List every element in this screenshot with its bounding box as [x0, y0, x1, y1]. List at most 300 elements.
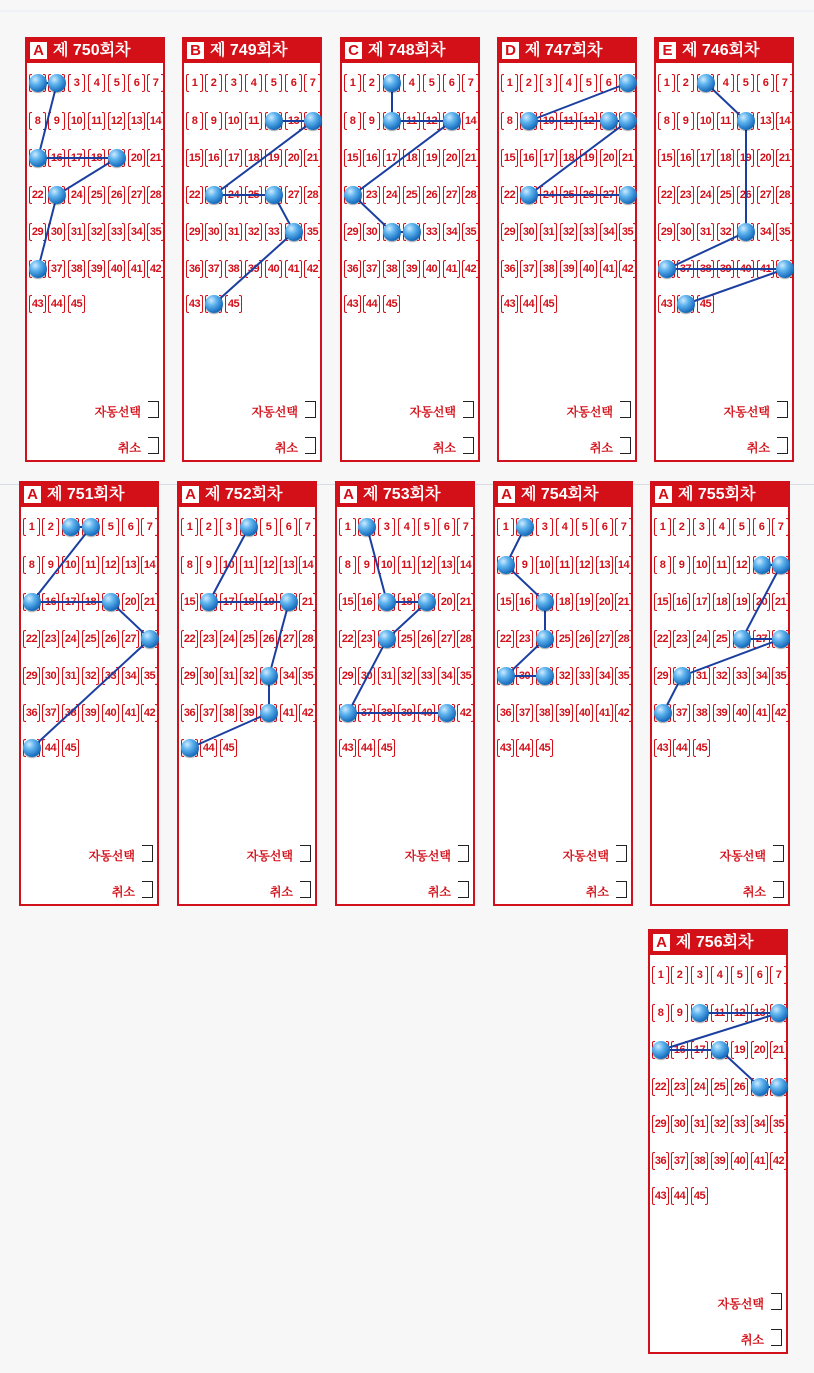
number-cell[interactable]: 28	[305, 183, 320, 207]
number-cell[interactable]: 4	[557, 515, 572, 539]
number-cell[interactable]: 41	[129, 257, 144, 281]
number-cell[interactable]: 13	[439, 553, 454, 577]
number-cell[interactable]: 45	[541, 292, 556, 316]
number-cell[interactable]: 4	[561, 71, 576, 95]
number-cell[interactable]: 43	[502, 292, 517, 316]
number-cell[interactable]: 39	[89, 257, 104, 281]
auto-select-checkbox[interactable]	[777, 401, 788, 418]
number-cell[interactable]: 21	[620, 146, 635, 170]
number-cell[interactable]: 21	[300, 590, 315, 614]
number-cell[interactable]: 29	[340, 664, 355, 688]
number-cell[interactable]: 21	[142, 590, 157, 614]
number-cell[interactable]: 19	[738, 146, 753, 170]
number-cell[interactable]: 3	[537, 515, 552, 539]
number-cell[interactable]: 31	[379, 664, 394, 688]
number-cell[interactable]: 19	[424, 146, 439, 170]
number-cell[interactable]: 27	[129, 183, 144, 207]
number-cell[interactable]: 22	[502, 183, 517, 207]
number-cell[interactable]: 37	[674, 701, 689, 725]
number-cell[interactable]: 27	[597, 627, 612, 651]
number-cell[interactable]: 10	[537, 553, 552, 577]
number-cell[interactable]: 30	[206, 220, 221, 244]
number-cell[interactable]: 30	[49, 220, 64, 244]
number-cell[interactable]: 1	[24, 515, 39, 539]
number-cell[interactable]: 4	[718, 71, 733, 95]
number-cell[interactable]: 24	[692, 1075, 707, 1099]
number-cell[interactable]: 7	[458, 515, 473, 539]
auto-select-checkbox[interactable]	[773, 845, 784, 862]
number-cell[interactable]: 39	[561, 257, 576, 281]
number-cell[interactable]: 29	[502, 220, 517, 244]
number-cell[interactable]: 35	[458, 664, 473, 688]
number-cell[interactable]: 23	[364, 183, 379, 207]
cancel-checkbox[interactable]	[142, 881, 153, 898]
number-cell[interactable]: 38	[69, 257, 84, 281]
number-cell[interactable]: 24	[384, 183, 399, 207]
number-cell[interactable]: 41	[444, 257, 459, 281]
number-cell[interactable]: 18	[246, 146, 261, 170]
number-cell[interactable]: 44	[364, 292, 379, 316]
number-cell[interactable]: 3	[541, 71, 556, 95]
number-cell[interactable]: 5	[577, 515, 592, 539]
number-cell[interactable]: 19	[577, 590, 592, 614]
cancel-checkbox[interactable]	[777, 437, 788, 454]
cancel-checkbox[interactable]	[616, 881, 627, 898]
number-cell[interactable]: 12	[103, 553, 118, 577]
number-cell[interactable]: 22	[187, 183, 202, 207]
number-cell[interactable]: 40	[109, 257, 124, 281]
number-cell[interactable]: 17	[226, 146, 241, 170]
number-cell[interactable]: 31	[694, 664, 709, 688]
number-cell[interactable]: 7	[463, 71, 478, 95]
number-cell[interactable]: 17	[692, 1038, 707, 1062]
number-cell[interactable]: 42	[463, 257, 478, 281]
number-cell[interactable]: 42	[771, 1149, 786, 1173]
number-cell[interactable]: 7	[300, 515, 315, 539]
number-cell[interactable]: 30	[521, 220, 536, 244]
number-cell[interactable]: 8	[502, 109, 517, 133]
number-cell[interactable]: 20	[758, 146, 773, 170]
number-cell[interactable]: 22	[498, 627, 513, 651]
number-cell[interactable]: 35	[300, 664, 315, 688]
number-cell[interactable]: 27	[123, 627, 138, 651]
number-cell[interactable]: 30	[678, 220, 693, 244]
number-cell[interactable]: 41	[597, 701, 612, 725]
number-cell[interactable]: 35	[142, 664, 157, 688]
cancel-checkbox[interactable]	[771, 1329, 782, 1346]
number-cell[interactable]: 13	[752, 1001, 767, 1025]
number-cell[interactable]: 24	[69, 183, 84, 207]
number-cell[interactable]: 43	[340, 736, 355, 760]
number-cell[interactable]: 25	[404, 183, 419, 207]
number-cell[interactable]: 2	[43, 515, 58, 539]
number-cell[interactable]: 37	[678, 257, 693, 281]
number-cell[interactable]: 4	[714, 515, 729, 539]
number-cell[interactable]: 24	[694, 627, 709, 651]
number-cell[interactable]: 16	[672, 1038, 687, 1062]
number-cell[interactable]: 44	[43, 736, 58, 760]
number-cell[interactable]: 45	[694, 736, 709, 760]
number-cell[interactable]: 42	[148, 257, 163, 281]
number-cell[interactable]: 16	[49, 146, 64, 170]
number-cell[interactable]: 36	[345, 257, 360, 281]
number-cell[interactable]: 41	[754, 701, 769, 725]
number-cell[interactable]: 21	[616, 590, 631, 614]
number-cell[interactable]: 22	[340, 627, 355, 651]
number-cell[interactable]: 28	[148, 183, 163, 207]
number-cell[interactable]: 45	[384, 292, 399, 316]
number-cell[interactable]: 26	[732, 1075, 747, 1099]
number-cell[interactable]: 30	[43, 664, 58, 688]
number-cell[interactable]: 25	[399, 627, 414, 651]
number-cell[interactable]: 8	[653, 1001, 668, 1025]
number-cell[interactable]: 31	[698, 220, 713, 244]
number-cell[interactable]: 28	[300, 627, 315, 651]
number-cell[interactable]: 16	[206, 146, 221, 170]
number-cell[interactable]: 15	[498, 590, 513, 614]
number-cell[interactable]: 18	[561, 146, 576, 170]
number-cell[interactable]: 25	[89, 183, 104, 207]
number-cell[interactable]: 4	[712, 963, 727, 987]
number-cell[interactable]: 20	[444, 146, 459, 170]
cancel-checkbox[interactable]	[305, 437, 316, 454]
number-cell[interactable]: 32	[399, 664, 414, 688]
number-cell[interactable]: 40	[577, 701, 592, 725]
number-cell[interactable]: 33	[577, 664, 592, 688]
number-cell[interactable]: 39	[712, 1149, 727, 1173]
number-cell[interactable]: 11	[557, 553, 572, 577]
number-cell[interactable]: 38	[379, 701, 394, 725]
number-cell[interactable]: 9	[206, 109, 221, 133]
number-cell[interactable]: 40	[424, 257, 439, 281]
number-cell[interactable]: 23	[672, 1075, 687, 1099]
number-cell[interactable]: 13	[123, 553, 138, 577]
number-cell[interactable]: 1	[340, 515, 355, 539]
number-cell[interactable]: 10	[63, 553, 78, 577]
number-cell[interactable]: 30	[517, 664, 532, 688]
number-cell[interactable]: 20	[286, 146, 301, 170]
number-cell[interactable]: 12	[419, 553, 434, 577]
number-cell[interactable]: 2	[521, 71, 536, 95]
number-cell[interactable]: 32	[718, 220, 733, 244]
number-cell[interactable]: 44	[49, 292, 64, 316]
number-cell[interactable]: 39	[714, 701, 729, 725]
number-cell[interactable]: 13	[129, 109, 144, 133]
number-cell[interactable]: 3	[694, 515, 709, 539]
auto-select-checkbox[interactable]	[148, 401, 159, 418]
number-cell[interactable]: 1	[345, 71, 360, 95]
number-cell[interactable]: 10	[694, 553, 709, 577]
number-cell[interactable]: 11	[89, 109, 104, 133]
number-cell[interactable]: 2	[364, 71, 379, 95]
number-cell[interactable]: 16	[359, 590, 374, 614]
number-cell[interactable]: 1	[182, 515, 197, 539]
number-cell[interactable]: 18	[83, 590, 98, 614]
number-cell[interactable]: 8	[345, 109, 360, 133]
number-cell[interactable]: 13	[597, 553, 612, 577]
number-cell[interactable]: 5	[734, 515, 749, 539]
number-cell[interactable]: 28	[777, 183, 792, 207]
number-cell[interactable]: 24	[698, 183, 713, 207]
number-cell[interactable]: 24	[63, 627, 78, 651]
number-cell[interactable]: 1	[502, 71, 517, 95]
number-cell[interactable]: 20	[123, 590, 138, 614]
number-cell[interactable]: 43	[655, 736, 670, 760]
number-cell[interactable]: 10	[69, 109, 84, 133]
number-cell[interactable]: 22	[659, 183, 674, 207]
number-cell[interactable]: 44	[672, 1184, 687, 1208]
number-cell[interactable]: 29	[24, 664, 39, 688]
number-cell[interactable]: 20	[754, 590, 769, 614]
number-cell[interactable]: 35	[463, 220, 478, 244]
number-cell[interactable]: 37	[364, 257, 379, 281]
number-cell[interactable]: 20	[597, 590, 612, 614]
number-cell[interactable]: 18	[714, 590, 729, 614]
number-cell[interactable]: 27	[286, 183, 301, 207]
number-cell[interactable]: 6	[281, 515, 296, 539]
number-cell[interactable]: 25	[712, 1075, 727, 1099]
number-cell[interactable]: 39	[399, 701, 414, 725]
number-cell[interactable]: 34	[281, 664, 296, 688]
number-cell[interactable]: 44	[517, 736, 532, 760]
number-cell[interactable]: 15	[340, 590, 355, 614]
auto-select-checkbox[interactable]	[458, 845, 469, 862]
number-cell[interactable]: 34	[758, 220, 773, 244]
number-cell[interactable]: 40	[419, 701, 434, 725]
number-cell[interactable]: 42	[616, 701, 631, 725]
number-cell[interactable]: 35	[771, 1112, 786, 1136]
number-cell[interactable]: 44	[674, 736, 689, 760]
number-cell[interactable]: 16	[517, 590, 532, 614]
number-cell[interactable]: 34	[752, 1112, 767, 1136]
number-cell[interactable]: 39	[246, 257, 261, 281]
number-cell[interactable]: 10	[221, 553, 236, 577]
number-cell[interactable]: 11	[83, 553, 98, 577]
number-cell[interactable]: 2	[206, 71, 221, 95]
number-cell[interactable]: 34	[601, 220, 616, 244]
number-cell[interactable]: 5	[266, 71, 281, 95]
number-cell[interactable]: 6	[123, 515, 138, 539]
number-cell[interactable]: 12	[577, 553, 592, 577]
number-cell[interactable]: 45	[692, 1184, 707, 1208]
number-cell[interactable]: 40	[266, 257, 281, 281]
number-cell[interactable]: 11	[241, 553, 256, 577]
number-cell[interactable]: 34	[597, 664, 612, 688]
number-cell[interactable]: 20	[439, 590, 454, 614]
number-cell[interactable]: 5	[738, 71, 753, 95]
number-cell[interactable]: 1	[655, 515, 670, 539]
number-cell[interactable]: 4	[89, 71, 104, 95]
number-cell[interactable]: 11	[718, 109, 733, 133]
number-cell[interactable]: 6	[129, 71, 144, 95]
number-cell[interactable]: 8	[24, 553, 39, 577]
number-cell[interactable]: 30	[364, 220, 379, 244]
number-cell[interactable]: 27	[758, 183, 773, 207]
number-cell[interactable]: 7	[148, 71, 163, 95]
number-cell[interactable]: 28	[458, 627, 473, 651]
number-cell[interactable]: 45	[69, 292, 84, 316]
number-cell[interactable]: 24	[221, 627, 236, 651]
number-cell[interactable]: 45	[221, 736, 236, 760]
number-cell[interactable]: 41	[758, 257, 773, 281]
number-cell[interactable]: 37	[49, 257, 64, 281]
number-cell[interactable]: 25	[718, 183, 733, 207]
number-cell[interactable]: 16	[678, 146, 693, 170]
auto-select-checkbox[interactable]	[300, 845, 311, 862]
number-cell[interactable]: 29	[30, 220, 45, 244]
number-cell[interactable]: 32	[241, 664, 256, 688]
number-cell[interactable]: 26	[738, 183, 753, 207]
number-cell[interactable]: 23	[43, 627, 58, 651]
number-cell[interactable]: 27	[601, 183, 616, 207]
number-cell[interactable]: 7	[777, 71, 792, 95]
number-cell[interactable]: 36	[653, 1149, 668, 1173]
number-cell[interactable]: 12	[424, 109, 439, 133]
number-cell[interactable]: 35	[305, 220, 320, 244]
number-cell[interactable]: 11	[246, 109, 261, 133]
number-cell[interactable]: 45	[226, 292, 241, 316]
number-cell[interactable]: 20	[752, 1038, 767, 1062]
number-cell[interactable]: 26	[419, 627, 434, 651]
number-cell[interactable]: 3	[221, 515, 236, 539]
number-cell[interactable]: 6	[758, 71, 773, 95]
number-cell[interactable]: 27	[444, 183, 459, 207]
number-cell[interactable]: 11	[404, 109, 419, 133]
number-cell[interactable]: 6	[597, 515, 612, 539]
number-cell[interactable]: 33	[734, 664, 749, 688]
number-cell[interactable]: 43	[659, 292, 674, 316]
number-cell[interactable]: 14	[458, 553, 473, 577]
number-cell[interactable]: 6	[444, 71, 459, 95]
number-cell[interactable]: 32	[83, 664, 98, 688]
number-cell[interactable]: 5	[581, 71, 596, 95]
number-cell[interactable]: 11	[714, 553, 729, 577]
number-cell[interactable]: 27	[439, 627, 454, 651]
number-cell[interactable]: 19	[261, 590, 276, 614]
number-cell[interactable]: 9	[517, 553, 532, 577]
number-cell[interactable]: 19	[266, 146, 281, 170]
number-cell[interactable]: 30	[201, 664, 216, 688]
number-cell[interactable]: 36	[502, 257, 517, 281]
number-cell[interactable]: 8	[182, 553, 197, 577]
number-cell[interactable]: 26	[424, 183, 439, 207]
number-cell[interactable]: 16	[364, 146, 379, 170]
cancel-checkbox[interactable]	[148, 437, 159, 454]
number-cell[interactable]: 18	[399, 590, 414, 614]
number-cell[interactable]: 29	[653, 1112, 668, 1136]
number-cell[interactable]: 35	[616, 664, 631, 688]
number-cell[interactable]: 37	[43, 701, 58, 725]
number-cell[interactable]: 10	[226, 109, 241, 133]
number-cell[interactable]: 14	[142, 553, 157, 577]
number-cell[interactable]: 45	[379, 736, 394, 760]
number-cell[interactable]: 23	[201, 627, 216, 651]
number-cell[interactable]: 17	[63, 590, 78, 614]
number-cell[interactable]: 14	[616, 553, 631, 577]
number-cell[interactable]: 18	[241, 590, 256, 614]
number-cell[interactable]: 21	[771, 1038, 786, 1062]
number-cell[interactable]: 31	[63, 664, 78, 688]
number-cell[interactable]: 12	[261, 553, 276, 577]
number-cell[interactable]: 15	[345, 146, 360, 170]
number-cell[interactable]: 31	[221, 664, 236, 688]
number-cell[interactable]: 23	[678, 183, 693, 207]
number-cell[interactable]: 17	[69, 146, 84, 170]
auto-select-checkbox[interactable]	[616, 845, 627, 862]
number-cell[interactable]: 24	[541, 183, 556, 207]
number-cell[interactable]: 11	[712, 1001, 727, 1025]
cancel-checkbox[interactable]	[773, 881, 784, 898]
number-cell[interactable]: 17	[698, 146, 713, 170]
number-cell[interactable]: 34	[123, 664, 138, 688]
number-cell[interactable]: 10	[698, 109, 713, 133]
number-cell[interactable]: 35	[777, 220, 792, 244]
number-cell[interactable]: 42	[458, 701, 473, 725]
number-cell[interactable]: 26	[103, 627, 118, 651]
number-cell[interactable]: 45	[698, 292, 713, 316]
number-cell[interactable]: 36	[187, 257, 202, 281]
number-cell[interactable]: 3	[69, 71, 84, 95]
number-cell[interactable]: 14	[777, 109, 792, 133]
number-cell[interactable]: 13	[286, 109, 301, 133]
number-cell[interactable]: 43	[653, 1184, 668, 1208]
number-cell[interactable]: 33	[581, 220, 596, 244]
number-cell[interactable]: 34	[444, 220, 459, 244]
number-cell[interactable]: 17	[221, 590, 236, 614]
number-cell[interactable]: 39	[241, 701, 256, 725]
number-cell[interactable]: 21	[148, 146, 163, 170]
number-cell[interactable]: 25	[561, 183, 576, 207]
number-cell[interactable]: 41	[601, 257, 616, 281]
number-cell[interactable]: 4	[399, 515, 414, 539]
number-cell[interactable]: 8	[655, 553, 670, 577]
number-cell[interactable]: 22	[30, 183, 45, 207]
number-cell[interactable]: 28	[616, 627, 631, 651]
cancel-checkbox[interactable]	[458, 881, 469, 898]
number-cell[interactable]: 34	[129, 220, 144, 244]
number-cell[interactable]: 32	[246, 220, 261, 244]
number-cell[interactable]: 24	[226, 183, 241, 207]
number-cell[interactable]: 41	[123, 701, 138, 725]
number-cell[interactable]: 25	[557, 627, 572, 651]
number-cell[interactable]: 15	[655, 590, 670, 614]
number-cell[interactable]: 37	[201, 701, 216, 725]
number-cell[interactable]: 26	[109, 183, 124, 207]
cancel-checkbox[interactable]	[463, 437, 474, 454]
number-cell[interactable]: 2	[201, 515, 216, 539]
number-cell[interactable]: 26	[581, 183, 596, 207]
number-cell[interactable]: 8	[340, 553, 355, 577]
number-cell[interactable]: 15	[182, 590, 197, 614]
number-cell[interactable]: 9	[674, 553, 689, 577]
number-cell[interactable]: 37	[517, 701, 532, 725]
number-cell[interactable]: 38	[692, 1149, 707, 1173]
number-cell[interactable]: 35	[620, 220, 635, 244]
number-cell[interactable]: 38	[537, 701, 552, 725]
number-cell[interactable]: 44	[359, 736, 374, 760]
number-cell[interactable]: 21	[773, 590, 788, 614]
number-cell[interactable]: 31	[226, 220, 241, 244]
number-cell[interactable]: 21	[305, 146, 320, 170]
number-cell[interactable]: 11	[561, 109, 576, 133]
number-cell[interactable]: 26	[261, 627, 276, 651]
number-cell[interactable]: 7	[773, 515, 788, 539]
number-cell[interactable]: 45	[63, 736, 78, 760]
number-cell[interactable]: 10	[541, 109, 556, 133]
number-cell[interactable]: 8	[30, 109, 45, 133]
number-cell[interactable]: 22	[24, 627, 39, 651]
number-cell[interactable]: 5	[419, 515, 434, 539]
